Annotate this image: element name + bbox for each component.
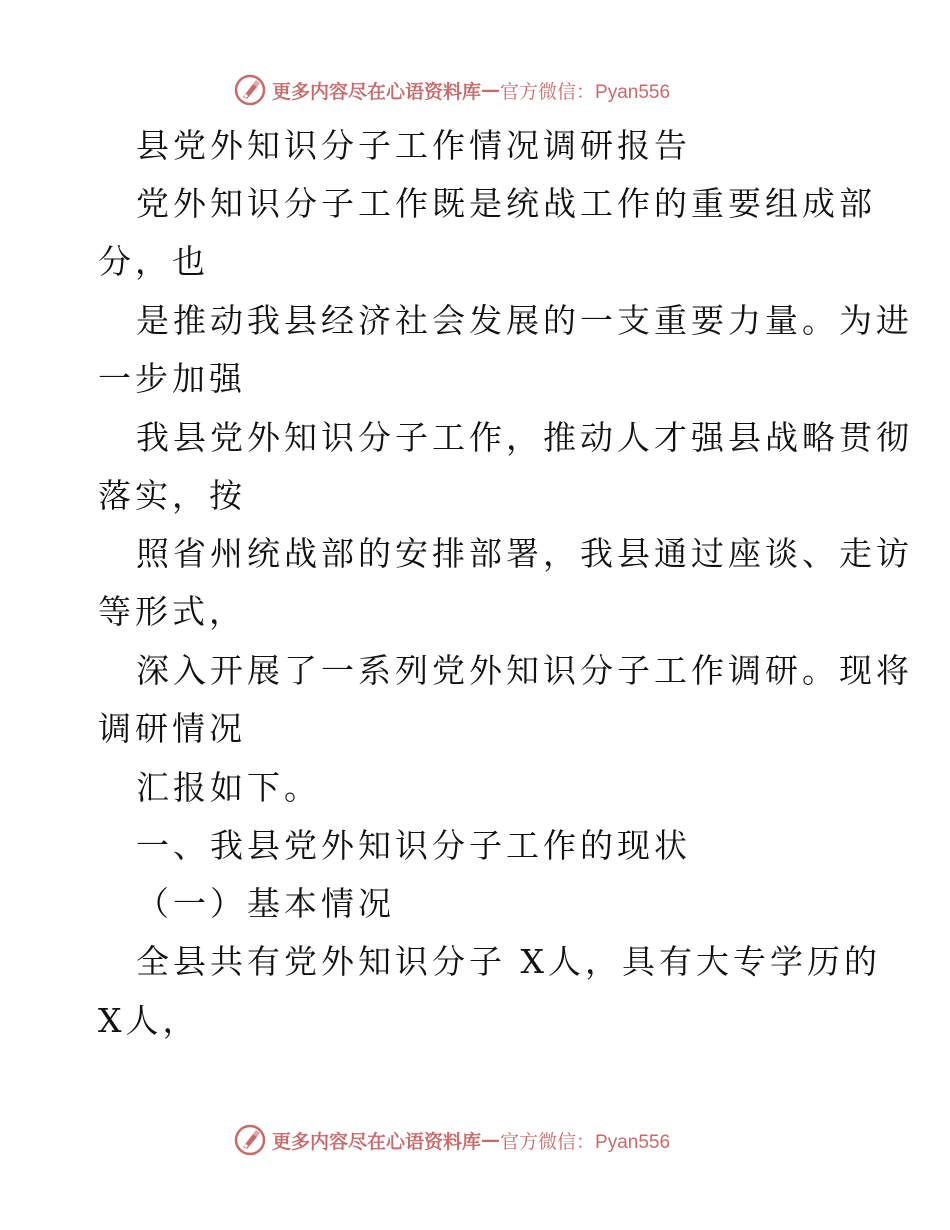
paragraph-line: 等形式， bbox=[98, 592, 246, 631]
paragraph-line: 分，也 bbox=[98, 242, 209, 281]
paragraph-line: 调研情况 bbox=[98, 709, 246, 748]
watermark-brand-text: 更多内容尽在心语资料库 bbox=[272, 1130, 482, 1153]
pen-nib-logo-icon bbox=[234, 1124, 266, 1156]
paragraph-line: 是推动我县经济社会发展的一支重要力量。为进 bbox=[136, 301, 913, 340]
section-heading: 一、我县党外知识分子工作的现状 bbox=[136, 826, 691, 865]
watermark-brand-text: 更多内容尽在心语资料库 bbox=[272, 80, 482, 103]
watermark-contact-text: 官方微信：Pyan556 bbox=[500, 81, 671, 103]
header-watermark bbox=[234, 72, 670, 108]
paragraph-line: 深入开展了一系列党外知识分子工作调研。现将 bbox=[136, 651, 913, 690]
paragraph-line: 我县党外知识分子工作，推动人才强县战略贯彻 bbox=[136, 418, 913, 457]
paragraph-line: 一步加强 bbox=[98, 359, 246, 398]
watermark-contact-text: 官方微信：Pyan556 bbox=[500, 1131, 671, 1153]
paragraph-line: 全县共有党外知识分子 X人，具有大专学历的 bbox=[136, 942, 881, 981]
paragraph-line: 照省州统战部的安排部署，我县通过座谈、走访 bbox=[136, 534, 913, 573]
document-title: 县党外知识分子工作情况调研报告 bbox=[136, 126, 691, 165]
watermark-separator: — bbox=[481, 79, 501, 101]
footer-watermark bbox=[234, 1122, 670, 1158]
paragraph-line: X人， bbox=[98, 1001, 200, 1040]
subsection-heading: （一）基本情况 bbox=[136, 884, 395, 923]
paragraph-line: 落实，按 bbox=[98, 476, 246, 515]
paragraph-line: 汇报如下。 bbox=[136, 768, 321, 807]
paragraph-line: 党外知识分子工作既是统战工作的重要组成部 bbox=[136, 184, 876, 223]
pen-nib-logo-icon bbox=[234, 74, 266, 106]
watermark-separator: — bbox=[481, 1129, 501, 1151]
